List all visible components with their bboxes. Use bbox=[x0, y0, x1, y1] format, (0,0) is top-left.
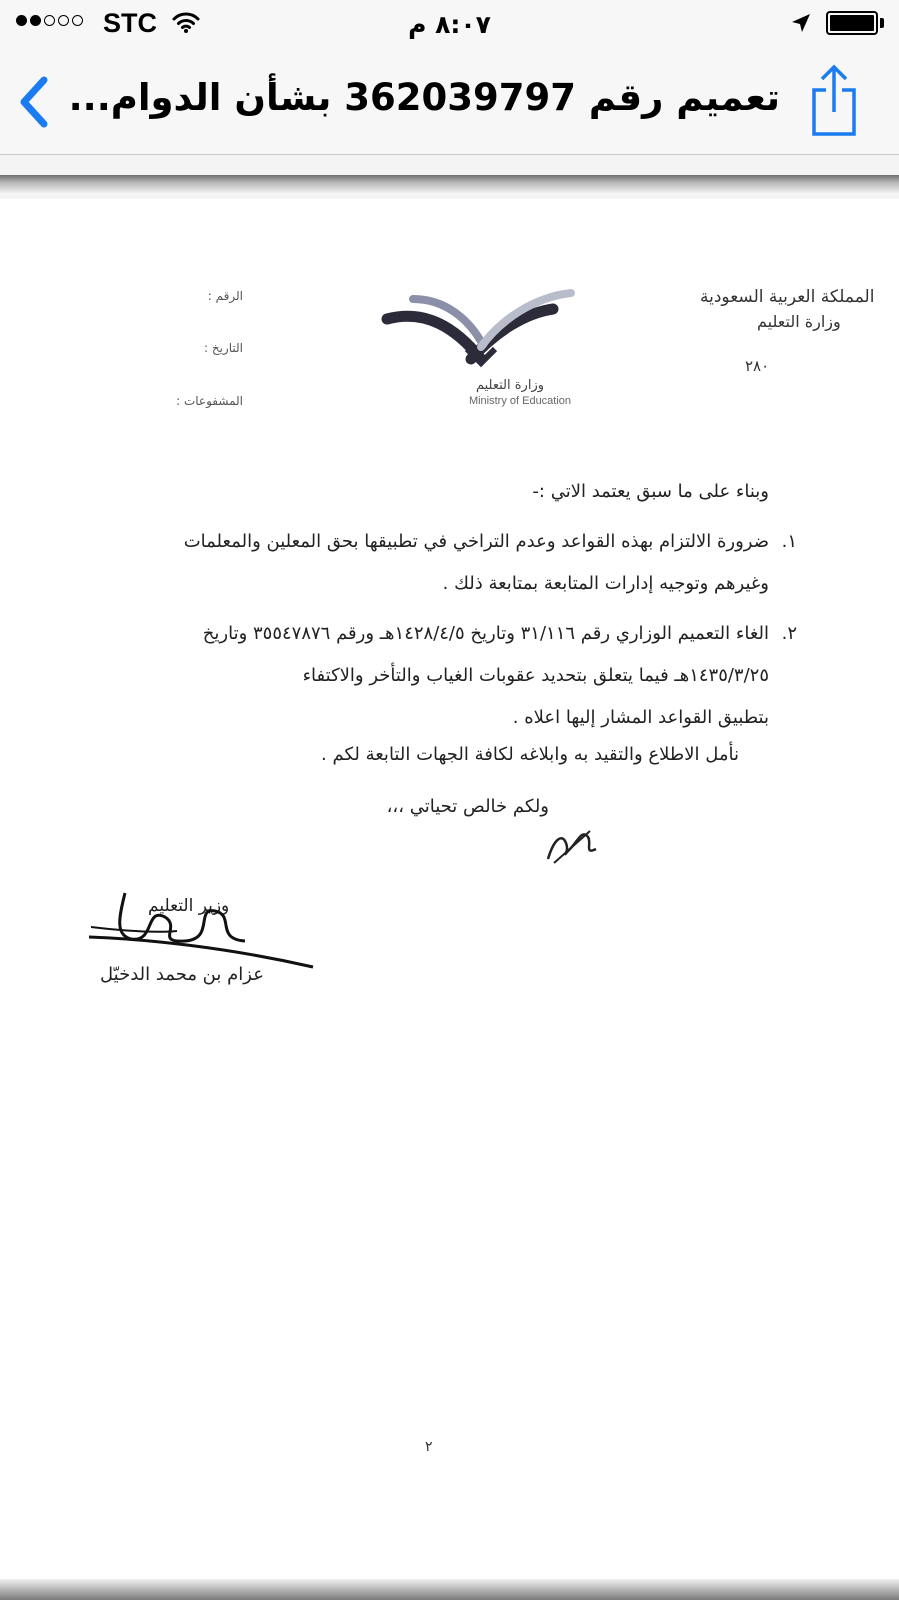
list-item-number: ٢. bbox=[781, 623, 797, 644]
page-title: تعميم رقم 362039797 بشأن الدوام... bbox=[68, 76, 780, 119]
share-button[interactable] bbox=[806, 62, 866, 142]
navigation-bar bbox=[0, 50, 899, 155]
battery-cap bbox=[880, 18, 884, 28]
field-date-label: التاريخ : bbox=[203, 341, 243, 355]
initials-signature-icon bbox=[540, 819, 600, 869]
field-number-label: الرقم : bbox=[207, 289, 243, 303]
document-viewer[interactable] bbox=[0, 155, 899, 1600]
list-item bbox=[89, 613, 797, 739]
logo-english-text: Ministry of Education bbox=[468, 395, 572, 407]
page-shadow bbox=[0, 1579, 899, 1600]
list-item-line: وغيرهم وتوجيه إدارات المتابعة بمتابعة ذلك . bbox=[442, 573, 769, 594]
document-page bbox=[0, 199, 899, 1579]
list-item-line: الغاء التعميم الوزاري رقم ٣١/١١٦ وتاريخ ١٤٢٨/٤/٥هـ ورقم ٣٥٥٤٧٨٧٦ وتاريخ bbox=[202, 623, 769, 644]
battery-level bbox=[830, 15, 874, 31]
list-item-line: ١٤٣٥/٣/٢٥هـ فيما يتعلق بتحديد عقوبات الغياب والتأخر والاكتفاء bbox=[302, 665, 769, 686]
ministry-heading: وزارة التعليم bbox=[757, 312, 841, 331]
regards-line: ولكم خالص تحياتي ،،، bbox=[386, 796, 549, 817]
closing-paragraph: نأمل الاطلاع والتقيد به وابلاغه لكافة الجهات التابعة لكم . bbox=[321, 744, 739, 765]
carrier-name: STC bbox=[103, 8, 157, 38]
minister-title: وزير التعليم bbox=[148, 896, 230, 916]
share-icon bbox=[806, 62, 862, 138]
location-arrow-icon bbox=[790, 12, 812, 34]
kingdom-heading: المملكة العربية السعودية bbox=[700, 287, 875, 307]
list-item-line: ضرورة الالتزام بهذه القواعد وعدم التراخي في تطبيقها بحق المعلين والمعلمات bbox=[183, 531, 769, 552]
back-button[interactable] bbox=[14, 72, 64, 132]
reference-number: ٢٨٠ bbox=[745, 357, 770, 375]
page-number: ٢ bbox=[425, 1439, 433, 1455]
minister-name: عزام بن محمد الدخيّل bbox=[100, 964, 264, 985]
battery-icon bbox=[826, 11, 878, 35]
chevron-left-icon bbox=[14, 72, 54, 132]
ministry-logo-icon bbox=[385, 287, 585, 377]
status-time: ٨:٠٧ م bbox=[408, 10, 491, 39]
intro-paragraph: وبناء على ما سبق يعتمد الاتي :- bbox=[532, 481, 769, 502]
list-item-line: بتطبيق القواعد المشار إليها اعلاه . bbox=[512, 707, 769, 728]
field-attachments-label: المشفوعات : bbox=[176, 394, 243, 408]
list-item bbox=[89, 521, 797, 605]
logo-arabic-text: وزارة التعليم bbox=[475, 378, 545, 393]
list-item-number: ١. bbox=[781, 531, 797, 552]
status-bar bbox=[0, 0, 899, 50]
page-shadow bbox=[0, 175, 899, 193]
